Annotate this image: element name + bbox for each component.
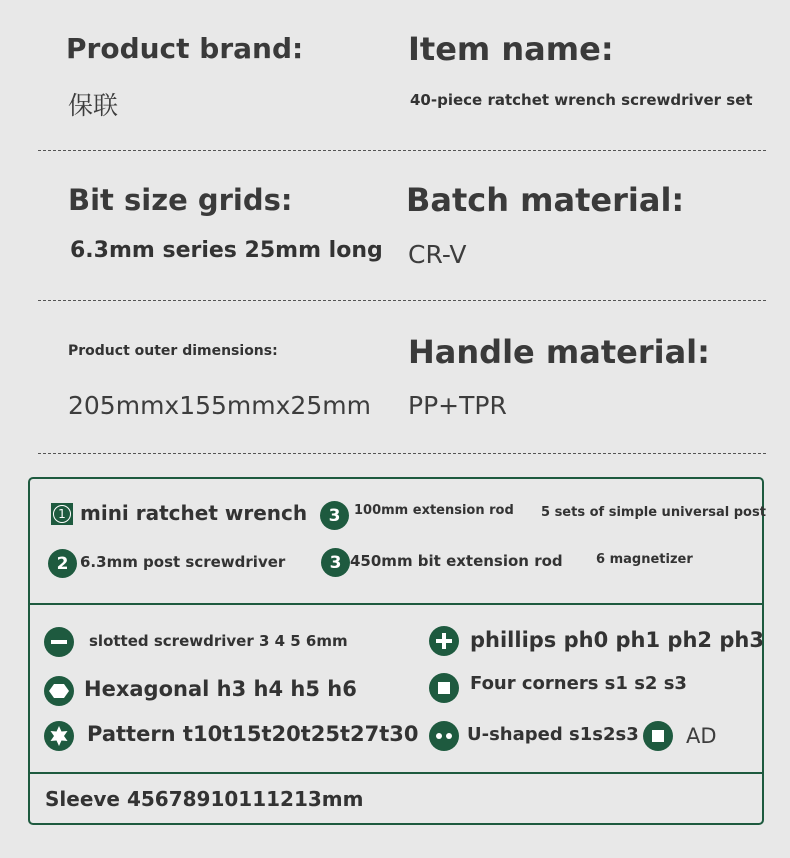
item-100mm-rod: 100mm extension rod: [354, 503, 514, 518]
bit-slotted: slotted screwdriver 3 4 5 6mm: [89, 632, 348, 650]
square-icon: [643, 721, 673, 751]
number-badge-3b: 3: [321, 548, 350, 577]
bit-phillips: phillips ph0 ph1 ph2 ph3: [470, 628, 764, 652]
bit-hexagonal: Hexagonal h3 h4 h5 h6: [84, 677, 357, 701]
two-dots-icon: [429, 721, 459, 751]
box-divider: [28, 772, 764, 774]
bit-label: Bit size grids:: [68, 183, 293, 217]
bit-pattern: Pattern t10t15t20t25t27t30: [87, 722, 419, 746]
item-value: 40-piece ratchet wrench screwdriver set: [410, 91, 753, 109]
brand-value: 保联: [68, 91, 119, 120]
divider: [38, 453, 766, 454]
divider: [38, 150, 766, 151]
dims-label: Product outer dimensions:: [68, 343, 278, 359]
item-label: Item name:: [408, 30, 614, 68]
bit-u-shaped: U-shaped s1s2s3: [467, 724, 639, 745]
number-badge-1: 1: [51, 503, 73, 525]
plus-icon: [429, 626, 459, 656]
dims-value: 205mmx155mmx25mm: [68, 391, 371, 420]
bit-value: 6.3mm series 25mm long: [70, 238, 383, 263]
divider: [38, 300, 766, 301]
handle-value: PP+TPR: [408, 391, 507, 420]
item-universal-post: 5 sets of simple universal post: [541, 505, 766, 520]
star-icon: [44, 721, 74, 751]
item-magnetizer: 6 magnetizer: [596, 552, 693, 567]
handle-label: Handle material:: [408, 333, 710, 371]
bit-four-corners: Four corners s1 s2 s3: [470, 673, 687, 694]
item-post-screwdriver: 6.3mm post screwdriver: [80, 553, 286, 571]
number-badge-2: 2: [48, 549, 77, 578]
bit-ad: AD: [686, 724, 717, 748]
brand-label: Product brand:: [66, 32, 304, 65]
batch-label: Batch material:: [406, 181, 685, 219]
hexagon-icon: [44, 676, 74, 706]
number-badge-3: 3: [320, 501, 349, 530]
box-divider: [28, 603, 764, 605]
batch-value: CR-V: [408, 240, 467, 269]
item-450mm-rod: 450mm bit extension rod: [350, 552, 563, 570]
item-mini-ratchet: mini ratchet wrench: [80, 501, 308, 525]
minus-icon: [44, 627, 74, 657]
sleeve-sizes: Sleeve 45678910111213mm: [45, 787, 364, 811]
square-icon: [429, 673, 459, 703]
